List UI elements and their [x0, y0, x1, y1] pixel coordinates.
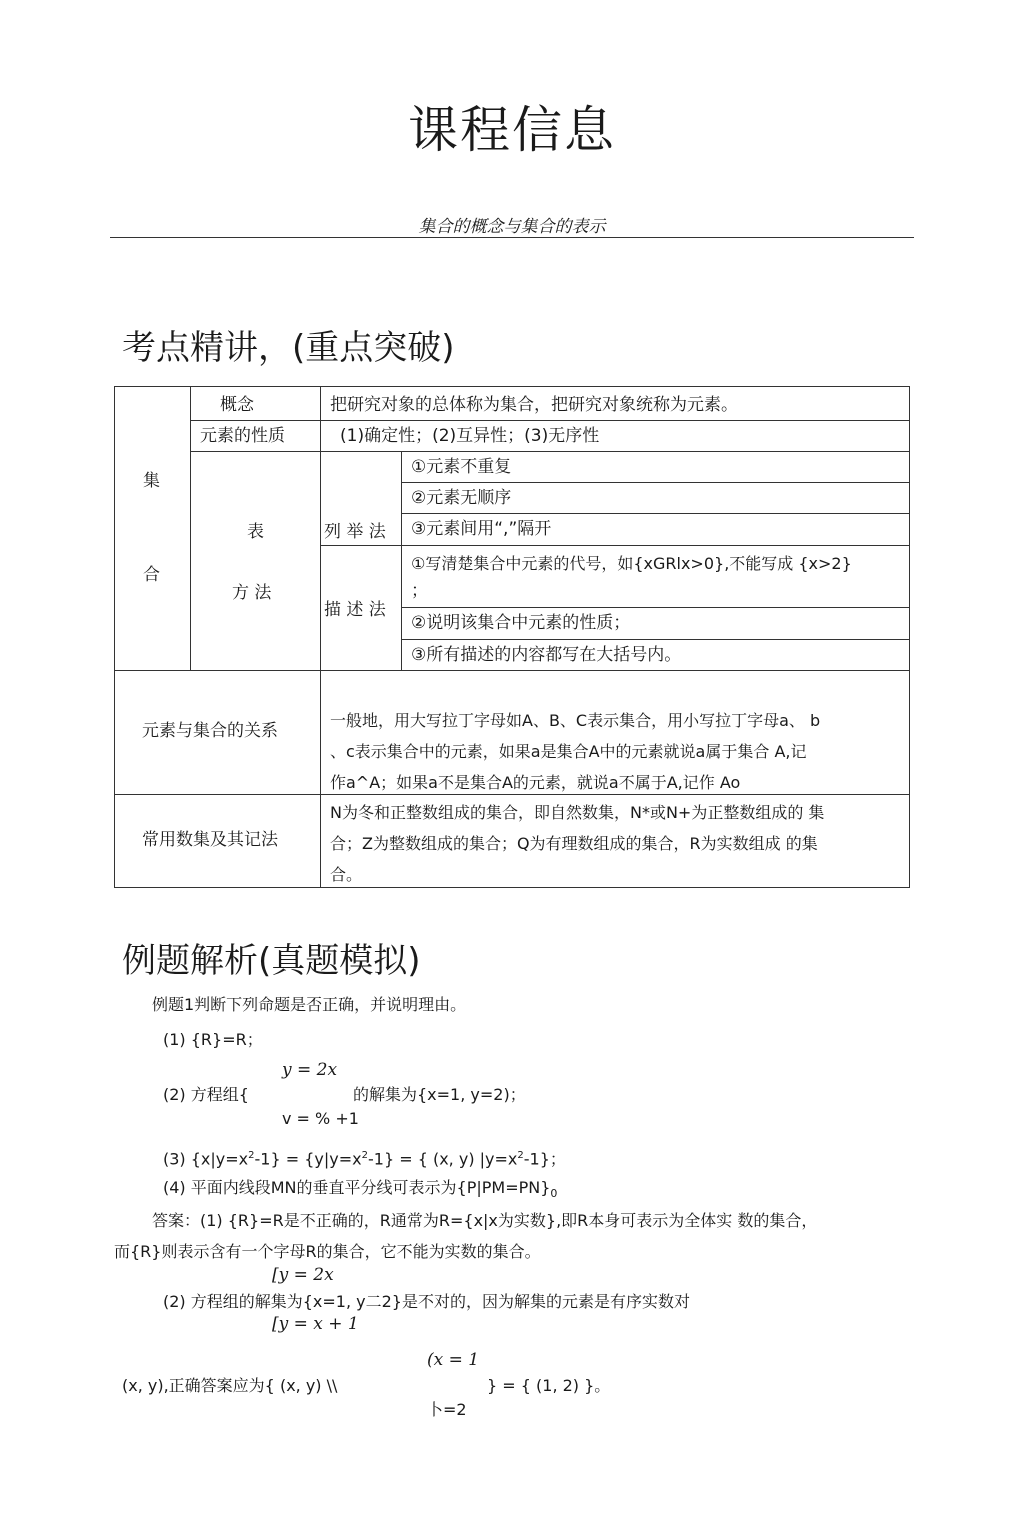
- answer-2b-line: (x, y),正确答案应为{ (x, y) \\: [122, 1376, 338, 1395]
- answer-2b-top-equation: (x = 1: [427, 1350, 480, 1370]
- table-number-sets-line: N为冬和正整数组成的集合，即自然数集，N*或N+为正整数组成的 集: [330, 803, 825, 822]
- example-item-2-top-equation: y = 2x: [282, 1060, 338, 1080]
- table-relation-line: 作a^A；如果a不是集合A的元素，就说a不属于A,记作 Ao: [330, 773, 741, 792]
- table-number-sets-line: 合；Z为整数组成的集合；Q为有理数组成的集合，R为实数组成 的集: [330, 834, 818, 853]
- example-item-3-part: -1} = {y|y=x: [254, 1149, 362, 1169]
- example-intro: 例题1判断下列命题是否正确，并说明理由。: [152, 995, 467, 1014]
- section-heading-key-points: 考点精讲，(重点突破): [122, 328, 455, 368]
- table-label-relation: 元素与集合的关系: [142, 721, 278, 741]
- table-relation-line: 、c表示集合中的元素，如果a是集合A中的元素就说a属于集合 A,记: [330, 742, 807, 761]
- table-text-properties: (1)确定性；(2)互异性；(3)无序性: [340, 426, 600, 446]
- table-number-sets-line: 合。: [330, 865, 363, 884]
- answer-2-line: (2) 方程组的解集为{x=1, y二2}是不对的，因为解集的元素是有序实数对: [163, 1292, 690, 1311]
- answer-1-line-2: 而{R}则表示含有一个字母R的集合，它不能为实数的集合。: [114, 1242, 541, 1261]
- table-list-item: ①元素不重复: [411, 457, 512, 477]
- table-label-concept: 概念: [220, 395, 254, 415]
- table-relation-line: 一般地，用大写拉丁字母如A、B、C表示集合，用小写拉丁字母a、 b: [330, 711, 821, 730]
- table-description-item: ①写清楚集合中元素的代号，如{xGRlx>0},不能写成 {x>2}: [411, 554, 852, 573]
- table-label-description-method: 描 述 法: [324, 600, 386, 620]
- example-item-4: [163, 1172, 557, 1209]
- answer-2b-bottom-equation: 卜=2: [427, 1400, 467, 1419]
- subscript: 0: [550, 1187, 558, 1201]
- table-label-properties: 元素的性质: [200, 426, 285, 446]
- table-label-ji: 集: [143, 471, 160, 491]
- example-item-2-tail: 的解集为{x=1, y=2)；: [353, 1085, 526, 1104]
- table-label-list-method: 列 举 法: [324, 522, 386, 542]
- example-item-3-part: -1}；: [523, 1149, 566, 1169]
- superscript: 2: [361, 1150, 368, 1161]
- table-label-biao: 表: [247, 522, 264, 542]
- answer-2-top-equation: [y = 2x: [272, 1265, 334, 1285]
- example-item-3: [163, 1140, 566, 1174]
- superscript: 2: [248, 1150, 255, 1161]
- example-item-4-text: (4) 平面内线段MN的垂直平分线可表示为{P|PM=PN}: [163, 1178, 551, 1197]
- page-subtitle: 集合的概念与集合的表示: [418, 217, 606, 237]
- page-title: 课程信息: [408, 101, 616, 159]
- table-description-item: ②说明该集合中元素的性质；: [411, 613, 631, 633]
- table-description-item: ③所有描述的内容都写在大括号内。: [411, 645, 682, 665]
- answer-2-bottom-equation: [y = x + 1: [272, 1314, 359, 1334]
- section-heading-examples: 例题解析(真题模拟): [122, 941, 421, 981]
- table-label-method: 方 法: [232, 583, 272, 603]
- example-item-2: (2) 方程组{: [163, 1085, 249, 1104]
- table-description-item: ；: [411, 581, 428, 601]
- answer-2b-tail: } = { (1, 2) }。: [487, 1376, 611, 1395]
- table-list-item: ③元素间用“,”隔开: [411, 519, 552, 539]
- table-label-he: 合: [143, 565, 160, 585]
- table-text-concept: 把研究对象的总体称为集合，把研究对象统称为元素。: [330, 395, 738, 415]
- table-label-number-sets: 常用数集及其记法: [142, 830, 278, 850]
- example-item-1: (1) {R}=R；: [163, 1030, 263, 1049]
- superscript: 2: [517, 1150, 524, 1161]
- table-list-item: ②元素无顺序: [411, 488, 512, 508]
- answer-1-line-1: 答案：(1) {R}=R是不正确的，R通常为R={x|x为实数},即R本身可表示为全体实 数的集合，: [152, 1211, 818, 1230]
- example-item-3-part: -1} = { (x, y) |y=x: [367, 1149, 518, 1169]
- example-item-3-part: (3) {x|y=x: [163, 1149, 249, 1169]
- example-item-2-bottom-equation: v = % +1: [282, 1109, 359, 1128]
